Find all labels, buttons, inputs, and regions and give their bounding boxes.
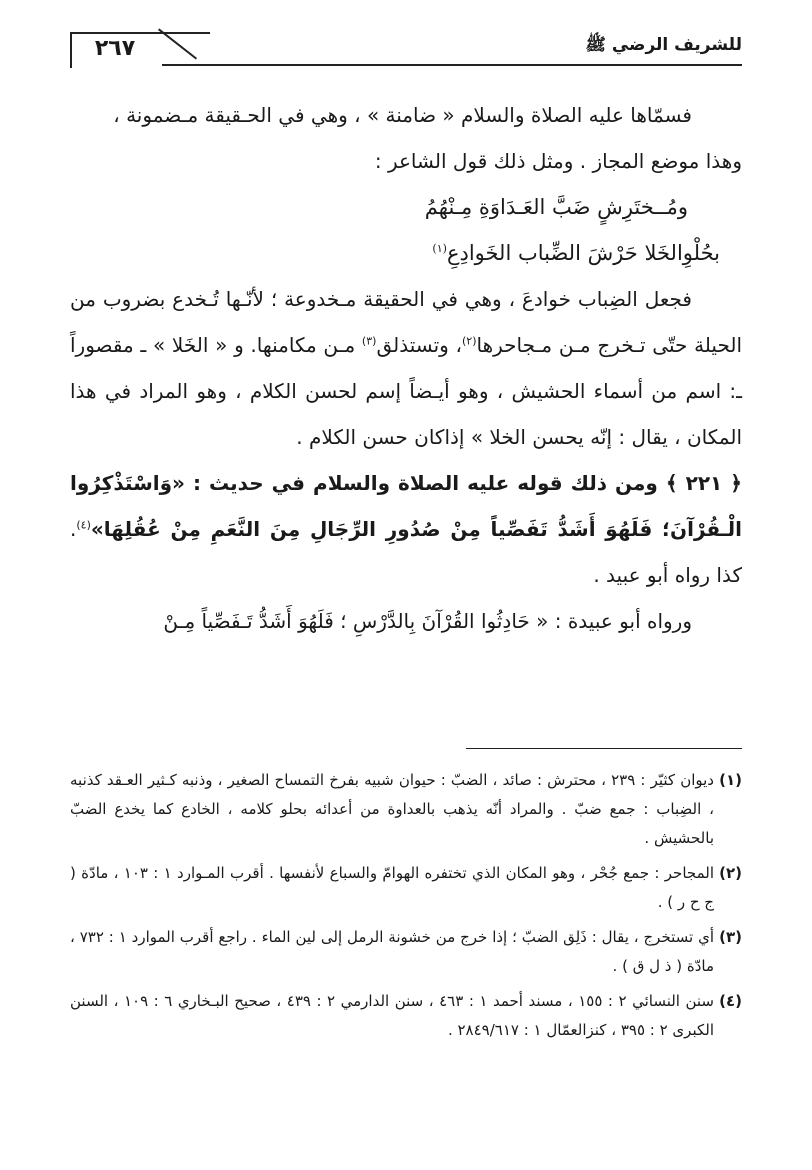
footnote-1-number: (١) bbox=[719, 771, 742, 789]
footnote-2-number: (٢) bbox=[719, 864, 742, 882]
footnote-2 bbox=[70, 859, 742, 917]
poem-verse-2 bbox=[70, 230, 742, 276]
footnote-4-text: سنن النسائي ٢ : ١٥٥ ، مسند أحمد ١ : ٤٦٣ ، سنن الدارمي ٢ : ٤٣٩ ، صحيح البـخاري ٦ : ١٠٩ ، السنن الكبرى ٢ : ٣٩٥ ، كنزالعمّال ١ : ٢٨٤٩/٦١٧ . bbox=[70, 992, 714, 1039]
paragraph-2 bbox=[70, 276, 742, 460]
paragraph-line-2: وهذا موضع المجاز . ومثل ذلك قول الشاعر : bbox=[374, 149, 742, 173]
paragraph-4: ورواه أبو عبيدة : « حَادِثُوا القُرْآنَ بِالدَّرْسِ ؛ فَلَهُوَ أَشَدُّ تَـفَصِّياً مِـنْ bbox=[163, 609, 692, 633]
footnote-3-text: أي تستخرج ، يقال : ذَلِق الضبّ ؛ إذا خرج من خشونة الرمل إلى لين الماء . راجع أقرب الموارد ١ : ٧٣٢ ، مادّة ( ذ ل ق ) . bbox=[70, 928, 714, 975]
main-text bbox=[70, 92, 742, 644]
footnote-ref-3[interactable]: (٣) bbox=[361, 334, 377, 348]
page-header bbox=[70, 28, 742, 72]
footnote-3 bbox=[70, 923, 742, 981]
page-number: ٢٦٧ bbox=[94, 36, 136, 61]
footnote-3-number: (٣) bbox=[719, 928, 742, 946]
running-title: للشريف الرضي ﷺ bbox=[585, 35, 742, 55]
footnote-ref-2[interactable]: (٢) bbox=[461, 334, 477, 348]
hadith-quote: وَاسْتَذْكِرُوا الْـقُرْآنَ؛ فَلَهُوَ أَشَدُّ تَفَصِّياً مِنْ صُدُورِ الرِّجَالِ مِنَ النَّعَمِ مِنْ عُقُلِهَا bbox=[70, 471, 742, 541]
footnote-1-text: ديوان كثيّر : ٢٣٩ ، محترش : صائد ، الضبّ : حيوان شبيه بفرخ التمساح الصغير ، وذنبه كـثير العـقد كذنبه ، الضِباب : جمع ضبّ . والمراد أنّه يذهب بالعداوة من أعدائه بحلو كلامه ، الخادع كما يخدع الضبّ بالحشيش . bbox=[70, 771, 714, 847]
poem-verse-1: ومُــختَرِشٍ ضَبَّ العَـدَاوَةِ مِـنْهُمُ bbox=[424, 195, 688, 219]
hadith-quote-close: » bbox=[90, 517, 104, 541]
footnote-4-number: (٤) bbox=[719, 992, 742, 1010]
paragraph-2-text: فجعل الضِباب خوادعَ ، وهي في الحقيقة مـخدوعة ؛ لأنّـها تُـخدع بضروب من الحيلة حتّى تـخرج مـن مـجاحرها bbox=[70, 287, 743, 357]
poem-verse-2-text: بحُلْوِالخَلا حَرْشَ الضِّباب الخَوادِعِ bbox=[446, 241, 720, 265]
footnote-1 bbox=[70, 766, 742, 853]
header-tab-top bbox=[156, 32, 210, 70]
footnote-ref-4[interactable]: (٤) bbox=[76, 518, 91, 532]
paragraph-3-tail: . كذا رواه أبو عبيد . bbox=[70, 517, 742, 587]
footnote-2-text: المجاحر : جمع جُحْر ، وهو المكان الذي تختفره الهوامّ والسباع لأنفسها . أقرب المـوارد ١ : ١٠٣ ، مادّة ( ج ح ر ) . bbox=[70, 864, 714, 911]
paragraph-2-text-c: مـن مكامنها. و « الخَلا » ـ مقصوراً ـ: اسم من أسماء الحشيش ، وهو أيـضاً إسم لحسن الكلام ، وهو المراد في هذا المكان ، يقال : إنّه يحسن الخلا » إذاكان حسن الكلام . bbox=[70, 333, 742, 449]
paragraph-3 bbox=[70, 460, 742, 598]
footnote-ref-1[interactable]: (١) bbox=[432, 242, 447, 255]
footnote-separator bbox=[466, 748, 742, 749]
footnotes bbox=[70, 766, 742, 1051]
paragraph-line-1: فسمّاها عليه الصلاة والسلام « ضامنة » ، وهي في الحـقيقة مـضمونة ، bbox=[113, 103, 692, 127]
footnote-4 bbox=[70, 987, 742, 1045]
paragraph-3-lead: ﴿ ٢٢١ ﴾ ومن ذلك قوله عليه الصلاة والسلام في حديث : « bbox=[172, 471, 742, 495]
paragraph-2-text-b: ، وتستذلق bbox=[376, 333, 462, 357]
